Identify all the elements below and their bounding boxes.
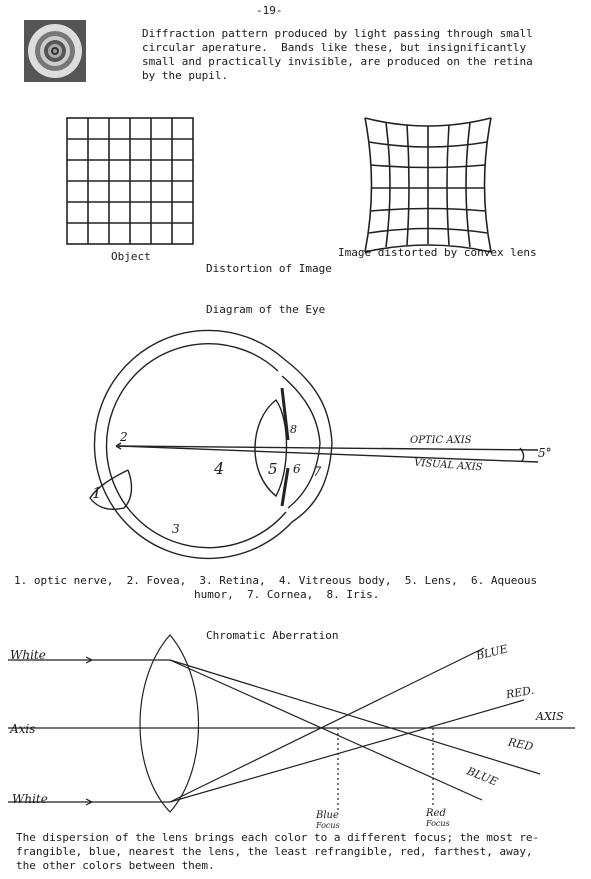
blue-focus-word: Focus bbox=[316, 821, 340, 830]
cornea-inner bbox=[282, 376, 320, 508]
eye-number-5: 5 bbox=[268, 460, 278, 478]
blue-bottom-label: BLUE bbox=[464, 764, 500, 789]
caption-line: Diffraction pattern produced by light passing through small bbox=[142, 27, 533, 40]
eye-number-3: 3 bbox=[172, 522, 180, 536]
distorted-image-label: Image distorted by convex lens bbox=[338, 246, 537, 259]
eye-number-6: 6 bbox=[293, 462, 301, 476]
eye-number-8: 8 bbox=[290, 423, 297, 436]
caption-line: frangible, blue, nearest the lens, the least refrangible, red, farthest, away, bbox=[16, 845, 533, 858]
distorted-grid bbox=[365, 118, 491, 252]
white-bottom-label: White bbox=[12, 792, 48, 806]
convex-lens bbox=[140, 635, 199, 812]
diffraction-pattern-image bbox=[24, 20, 86, 82]
caption-line: the other colors between them. bbox=[16, 859, 215, 872]
axis-right-label: AXIS bbox=[536, 710, 564, 723]
red-focus-label bbox=[426, 808, 450, 828]
chromatic-title: Chromatic Aberration bbox=[206, 629, 339, 642]
axis-left-label: Axis bbox=[10, 722, 36, 736]
white-top-label: White bbox=[10, 648, 46, 662]
sclera-outer bbox=[94, 330, 292, 558]
eye-legend-line-2: humor, 7. Cornea, 8. Iris. bbox=[194, 588, 380, 601]
caption-line: The dispersion of the lens brings each color to a different focus; the most re- bbox=[16, 831, 540, 844]
eye-number-7: 7 bbox=[313, 465, 322, 480]
visual-axis-label: VISUAL AXIS bbox=[413, 457, 483, 474]
red-bottom-label: RED bbox=[507, 735, 535, 754]
red-focus-word: Red bbox=[426, 808, 446, 819]
blue-focus-word: Blue bbox=[316, 810, 339, 821]
diffraction-caption bbox=[142, 27, 533, 83]
eye-number-4: 4 bbox=[214, 459, 225, 478]
chromatic-caption bbox=[16, 831, 539, 873]
caption-line: circular aperature. Bands like these, but insignificantly bbox=[142, 41, 527, 54]
caption-line: small and practically invisible, are produced on the retina bbox=[142, 55, 533, 68]
object-label: Object bbox=[111, 250, 151, 263]
red-focus-word: Focus bbox=[426, 819, 450, 828]
caption-line: by the pupil. bbox=[142, 69, 229, 82]
iris-lower bbox=[282, 468, 288, 506]
eye-number-2: 2 bbox=[120, 430, 128, 444]
eye-number-1: 1 bbox=[92, 484, 102, 502]
cornea bbox=[284, 359, 332, 522]
page-number: -19- bbox=[256, 4, 283, 17]
eye-diagram-title: Diagram of the Eye bbox=[206, 303, 326, 316]
distortion-title: Distortion of Image bbox=[206, 262, 332, 275]
blue-focus-label bbox=[316, 810, 340, 830]
object-grid bbox=[67, 118, 193, 244]
blue-top-label: BLUE bbox=[474, 642, 510, 663]
eye-legend-line-1: 1. optic nerve, 2. Fovea, 3. Retina, 4. Vitreous body, 5. Lens, 6. Aqueous bbox=[14, 574, 538, 587]
angle-label: 5° bbox=[538, 446, 552, 460]
red-top-label: RED. bbox=[504, 683, 536, 702]
optic-axis-label: OPTIC AXIS bbox=[410, 435, 472, 446]
